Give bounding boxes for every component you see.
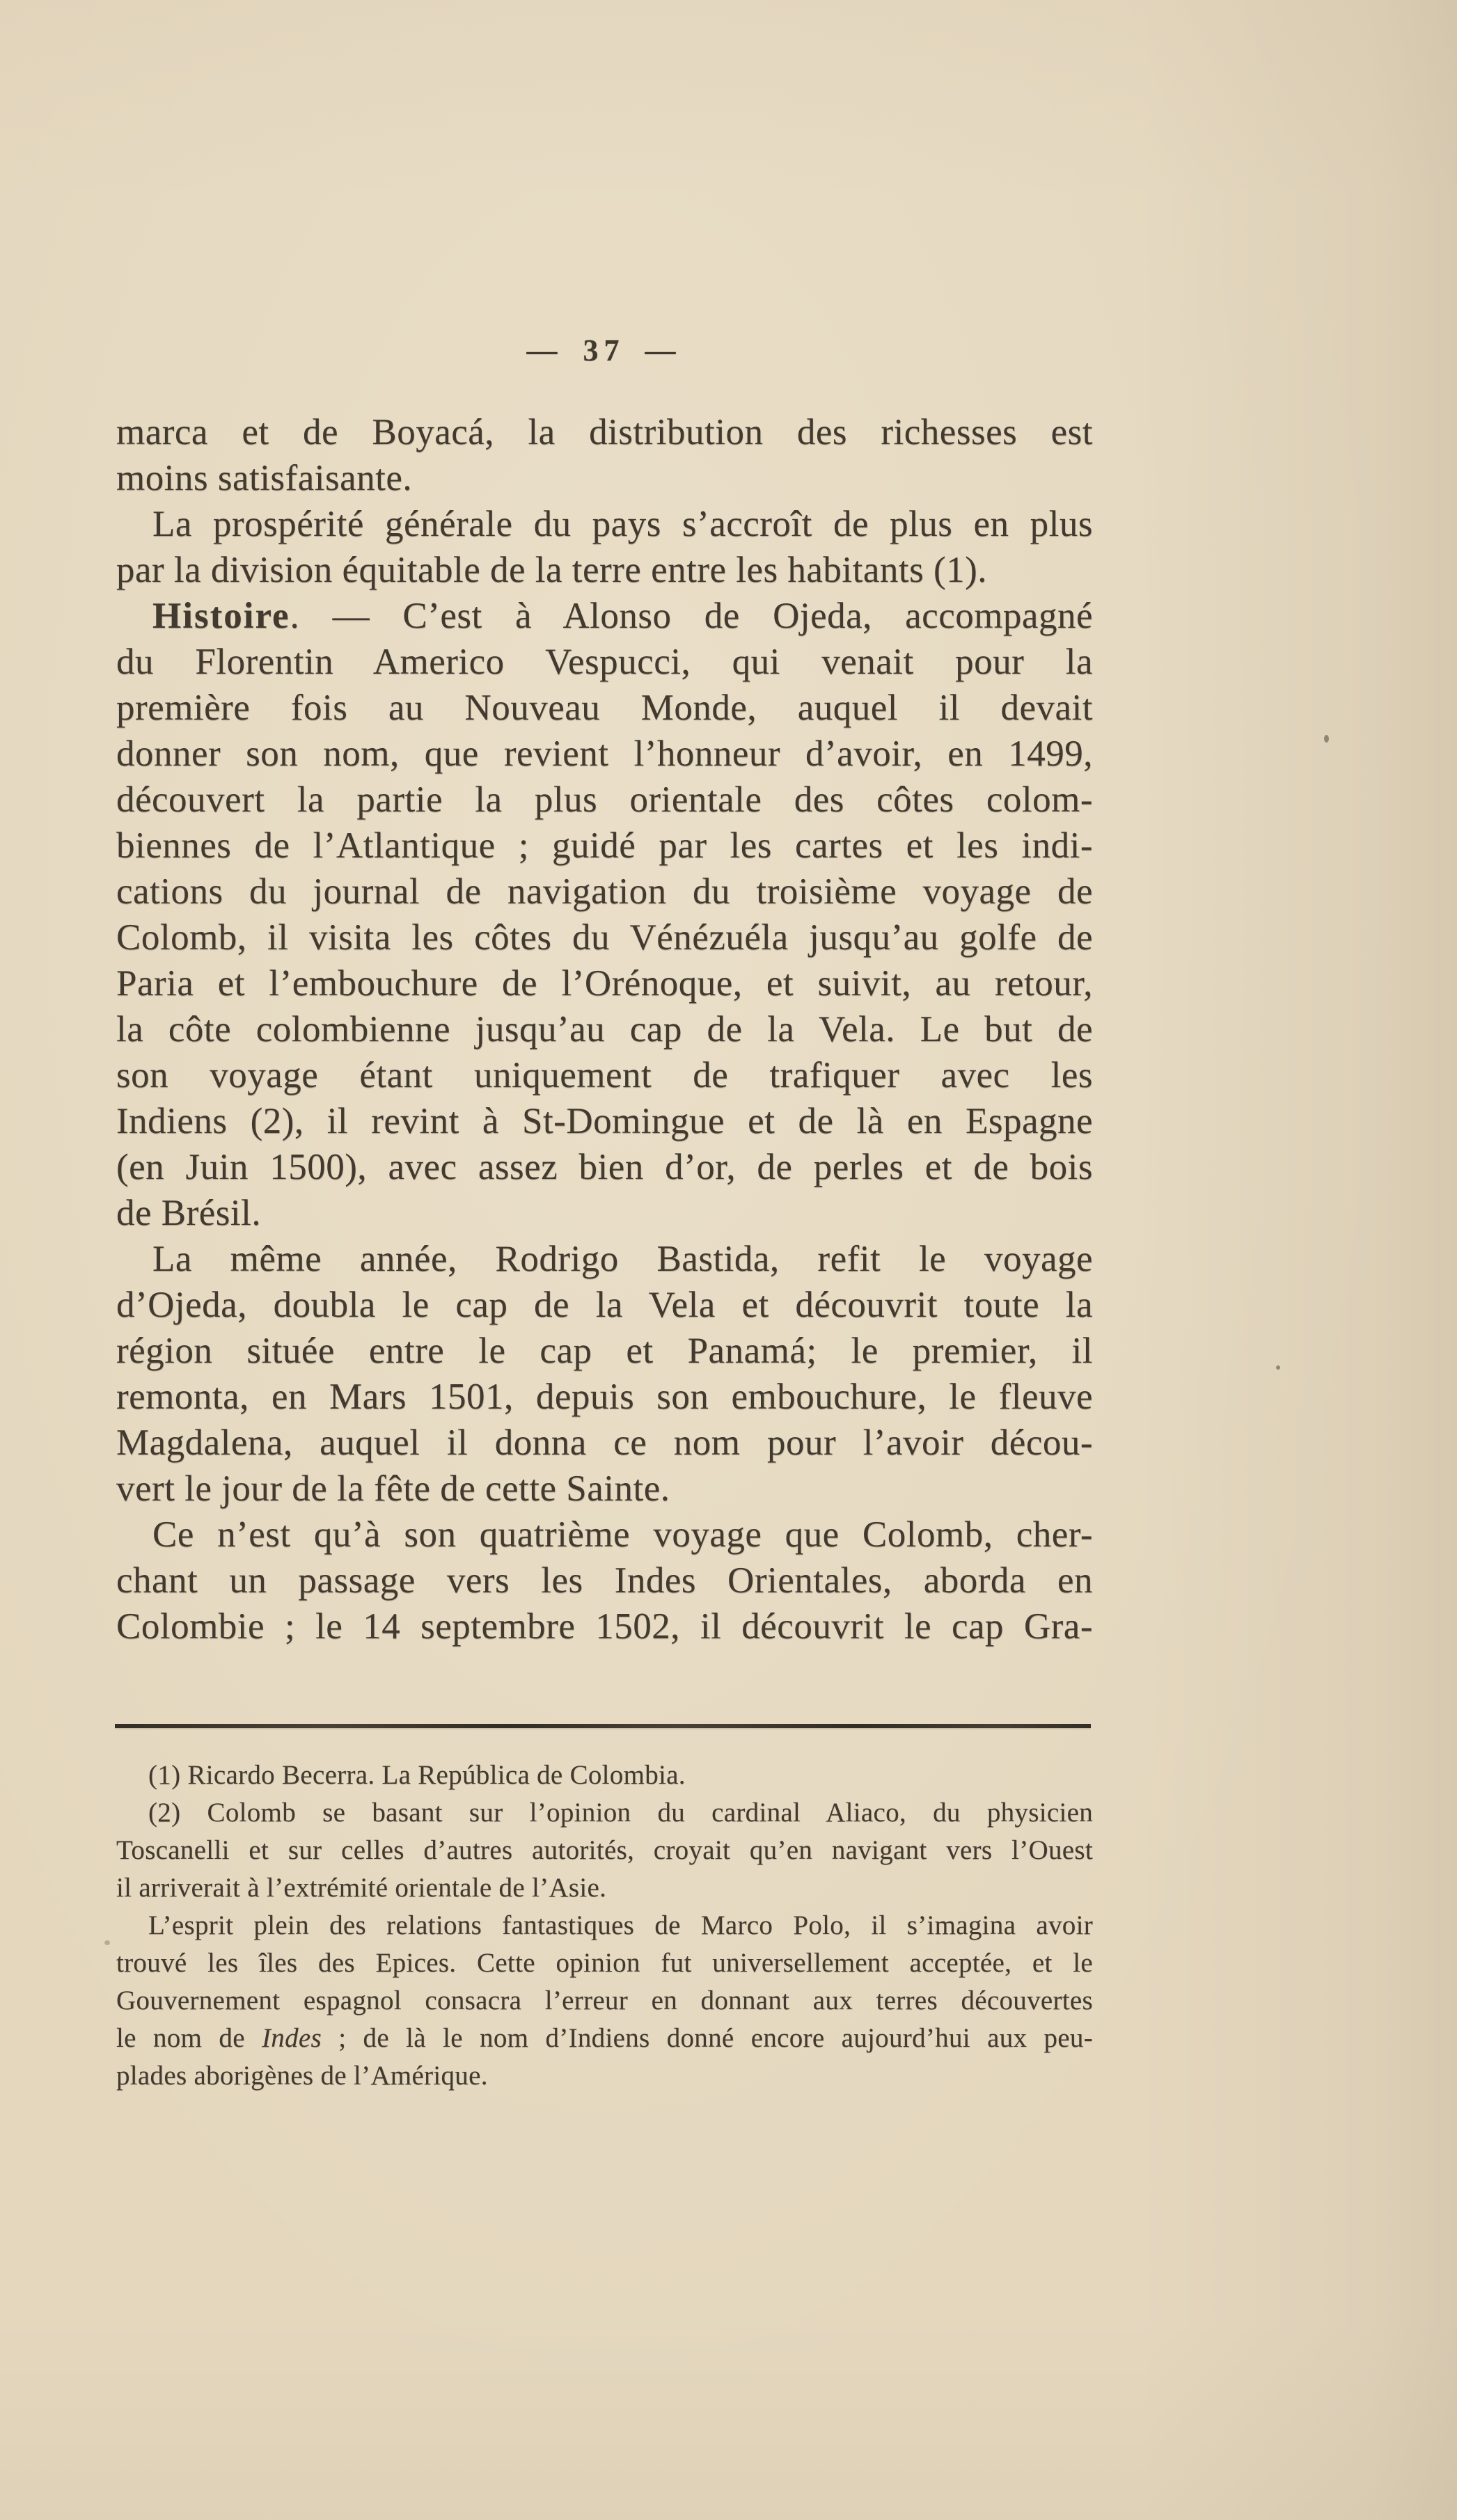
paragraph	[116, 1236, 1093, 1512]
paragraph	[116, 1512, 1093, 1649]
paragraph	[116, 409, 1093, 501]
text-line: découvert la partie la plus orientale des côtes colom-	[116, 779, 1093, 820]
text-line: (2) Colomb se basant sur l’opinion du cardinal Aliaco, du physicien	[148, 1798, 1093, 1828]
text-line: d’Ojeda, doubla le cap de la Vela et découvrit toute la	[116, 1285, 1093, 1325]
text-line: de Brésil.	[116, 1193, 262, 1233]
text-line: du Florentin Americo Vespucci, qui venait pour la	[116, 642, 1093, 682]
paragraph	[116, 1794, 1093, 1907]
italic-run: Indes	[262, 2023, 322, 2053]
text-line: la côte colombienne jusqu’au cap de la Vela. Le but de	[116, 1009, 1093, 1049]
footnotes	[116, 1757, 1093, 2095]
scan-speck	[1324, 735, 1329, 743]
text-line: Paria et l’embouchure de l’Orénoque, et suivit, au retour,	[116, 963, 1093, 1004]
text-line: plades aborigènes de l’Amérique.	[116, 2061, 488, 2091]
text-line: biennes de l’Atlantique ; guidé par les cartes et les indi-	[116, 825, 1093, 866]
text-line: région située entre le cap et Panamá; le premier, il	[116, 1331, 1093, 1371]
text-line: Ce n’est qu’à son quatrième voyage que Colomb, cher-	[152, 1514, 1093, 1555]
paragraph	[116, 593, 1093, 1236]
page-number: — 37 —	[526, 333, 682, 367]
text-line: Indiens (2), il revint à St-Domingue et de là en Espagne	[116, 1101, 1093, 1141]
text-line: Toscanelli et sur celles d’autres autorités, croyait qu’en navigant vers l’Ouest	[116, 1835, 1093, 1865]
text-line: donner son nom, que revient l’honneur d’avoir, en 1499,	[116, 734, 1093, 774]
footnote-separator-rule	[115, 1724, 1091, 1728]
text-line: moins satisfaisante.	[116, 458, 413, 498]
text-line: Magdalena, auquel il donna ce nom pour l’avoir décou-	[116, 1423, 1093, 1463]
paragraph	[116, 1757, 1093, 1794]
text-line: (en Juin 1500), avec assez bien d’or, de perles et de bois	[116, 1147, 1093, 1187]
text-line: Histoire. — C’est à Alonso de Ojeda, accompagné	[152, 596, 1093, 636]
text-line: trouvé les îles des Epices. Cette opinion fut universellement acceptée, et le	[116, 1948, 1093, 1978]
text-line: cations du journal de navigation du troisième voyage de	[116, 871, 1093, 912]
text-line: Gouvernement espagnol consacra l’erreur en donnant aux terres découvertes	[116, 1986, 1093, 2015]
bold-run: Histoire	[152, 596, 290, 636]
text-line: première fois au Nouveau Monde, auquel il devait	[116, 688, 1093, 728]
scan-speck	[1276, 1365, 1280, 1370]
text-line: par la division équitable de la terre entre les habitants (1).	[116, 550, 988, 590]
text-line: marca et de Boyacá, la distribution des richesses est	[116, 412, 1093, 452]
text-line: son voyage étant uniquement de trafiquer avec les	[116, 1055, 1093, 1095]
text-line: La même année, Rodrigo Bastida, refit le voyage	[152, 1239, 1093, 1279]
text-line: La prospérité générale du pays s’accroît de plus en plus	[152, 504, 1093, 544]
text-line: chant un passage vers les Indes Orientales, aborda en	[116, 1560, 1093, 1601]
text-line: (1) Ricardo Becerra. La República de Colombia.	[148, 1760, 686, 1790]
scan-speck	[104, 1940, 110, 1945]
text-line: Colomb, il visita les côtes du Vénézuéla jusqu’au golfe de	[116, 917, 1093, 958]
text-line: il arriverait à l’extrémité orientale de l’Asie.	[116, 1873, 607, 1903]
paragraph	[116, 501, 1093, 593]
text-line: Colombie ; le 14 septembre 1502, il découvrit le cap Gra-	[116, 1606, 1093, 1647]
text-line: le nom de Indes ; de là le nom d’Indiens donné encore aujourd’hui aux peu-	[116, 2023, 1093, 2053]
text-line: vert le jour de la fête de cette Sainte.	[116, 1468, 670, 1509]
text-line: remonta, en Mars 1501, depuis son embouchure, le fleuve	[116, 1377, 1093, 1417]
main-text	[116, 409, 1093, 1649]
text-line: L’esprit plein des relations fantastiques de Marco Polo, il s’imagina avoir	[148, 1910, 1093, 1940]
paragraph	[116, 1907, 1093, 2095]
